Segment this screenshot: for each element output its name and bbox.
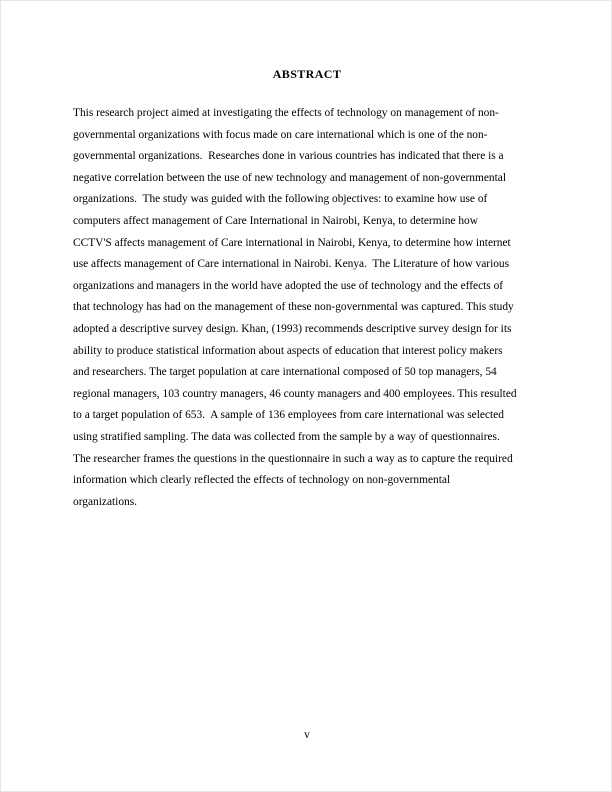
abstract-heading: ABSTRACT bbox=[272, 67, 342, 81]
paragraph-line: governmental organizations. Researches done in various countries has indicated that there is a bbox=[73, 150, 504, 163]
paragraph-line: CCTV'S affects management of Care international in Nairobi, Kenya, to determine how internet bbox=[73, 236, 511, 249]
paragraph-line: This research project aimed at investigating the effects of technology on management of non- bbox=[73, 107, 499, 119]
paragraph-line: computers affect management of Care International in Nairobi, Kenya, to determine how bbox=[73, 214, 478, 227]
paragraph-line: that technology has had on the management of these non-governmental was captured. This study bbox=[73, 301, 514, 314]
paragraph-line: regional managers, 103 country managers, 46 county managers and 400 employees. This resulted bbox=[73, 387, 517, 400]
paragraph-line: to a target population of 653. A sample of 136 employees from care international was selected bbox=[73, 409, 504, 422]
paragraph-line: ability to produce statistical information about aspects of education that interest policy makers bbox=[73, 344, 503, 357]
paragraph-line: information which clearly reflected the effects of technology on non-governmental bbox=[73, 474, 451, 487]
paragraph-line: adopted a descriptive survey design. Khan, (1993) recommends descriptive survey design for its bbox=[73, 322, 512, 335]
abstract-paragraph bbox=[73, 103, 541, 513]
page-number: v bbox=[304, 729, 310, 741]
paragraph-line: and researchers. The target population at care international composed of 50 top managers, 54 bbox=[73, 366, 497, 379]
paragraph-line: governmental organizations with focus made on care international which is one of the non- bbox=[73, 128, 488, 141]
paragraph-line: organizations. The study was guided with the following objectives: to examine how use of bbox=[73, 193, 488, 206]
paragraph-line: The researcher frames the questions in the questionnaire in such a way as to capture the required bbox=[73, 452, 513, 465]
paragraph-line: using stratified sampling. The data was collected from the sample by a way of questionnaires. bbox=[73, 430, 500, 443]
paragraph-line: negative correlation between the use of new technology and management of non-governmental bbox=[73, 171, 506, 184]
paragraph-line: organizations. bbox=[73, 495, 138, 508]
paragraph-line: organizations and managers in the world have adopted the use of technology and the effects of bbox=[73, 279, 504, 292]
paragraph-line: use affects management of Care international in Nairobi. Kenya. The Literature of how various bbox=[73, 258, 510, 271]
